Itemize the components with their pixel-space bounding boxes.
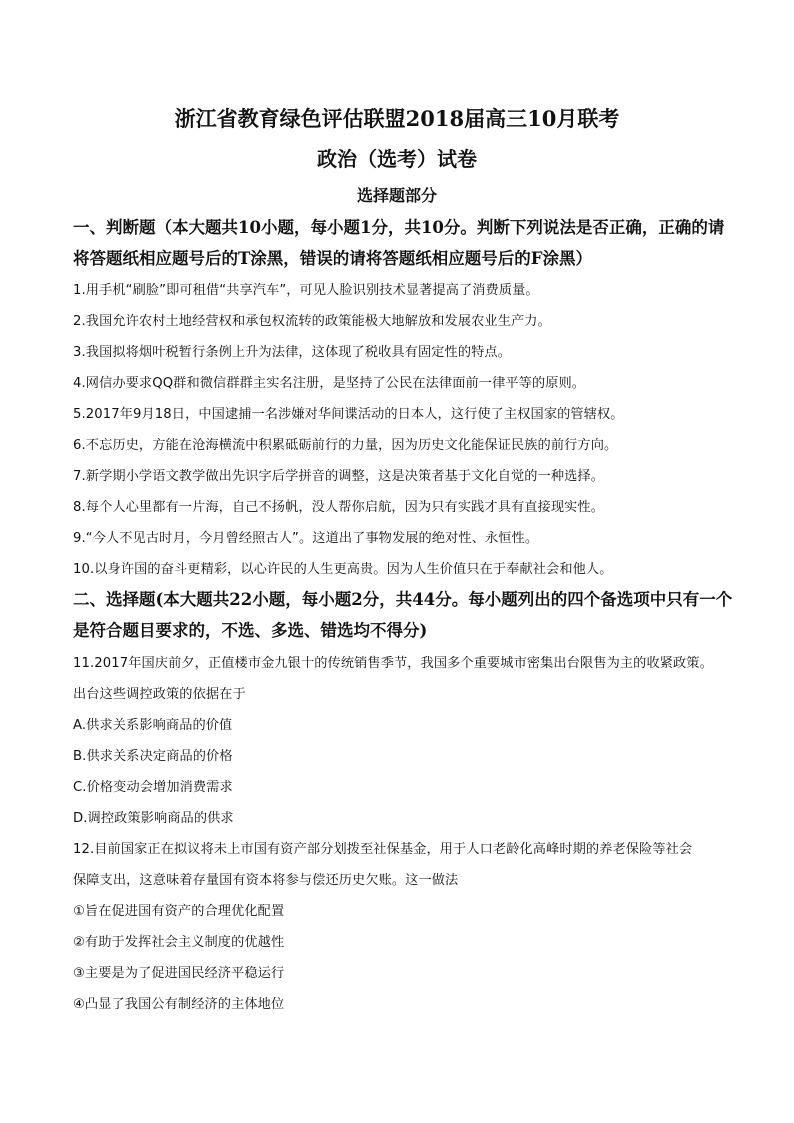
section-two-line-2: 是符合题目要求的，不选、多选、错选均不得分): [73, 621, 428, 640]
question-7: 7.新学期小学语文教学做出先识字后学拼音的调整，这是决策者基于文化自觉的一种选择。: [73, 469, 604, 484]
section-one-heading: [73, 212, 733, 274]
question-10: 10.以身许国的奋斗更精彩，以心许民的人生更高贵。因为人生价值只在于奉献社会和他人。: [73, 562, 613, 577]
section-one-line-1: 一、判断题（本大题共10小题，每小题1分，共10分。判断下列说法是否正确，正确的请: [73, 218, 725, 237]
question-5: 5.2017年9月18日，中国逮捕一名涉嫌对华间谍活动的日本人，这行使了主权国家的管辖权。: [73, 407, 624, 422]
question-12-statement-1: ①旨在促进国有资产的合理优化配置: [73, 904, 285, 919]
question-12-stem-line-2: 保障支出，这意味着存量国有资本将参与偿还历史欠账。这一做法: [73, 873, 459, 888]
question-12-statement-3: ③主要是为了促进国民经济平稳运行: [73, 966, 285, 981]
question-12-statement-4: ④凸显了我国公有制经济的主体地位: [73, 997, 285, 1012]
section-one-line-2: 将答题纸相应题号后的T涂黑，错误的请将答题纸相应题号后的F涂黑）: [73, 249, 592, 268]
question-11-stem-line-2: 出台这些调控政策的依据在于: [73, 687, 246, 702]
question-12-stem-line-1: 12.目前国家正在拟议将未上市国有资产部分划拨至社保基金，用于人口老龄化高峰时期的养老保险等社会: [73, 842, 693, 857]
question-11-option-c: C.价格变动会增加消费需求: [73, 780, 233, 795]
question-8: 8.每个人心里都有一片海，自己不扬帆，没人帮你启航，因为只有实践才具有直接现实性。: [73, 500, 604, 515]
exam-title: 浙江省教育绿色评估联盟2018届高三10月联考: [174, 106, 620, 131]
section-two-heading: [73, 584, 733, 646]
question-4: 4.网信办要求QQ群和微信群群主实名注册，是坚持了公民在法律面前一律平等的原则。: [73, 376, 586, 391]
section-two-line-1: 二、选择题(本大题共22小题，每小题2分，共44分。每小题列出的四个备选项中只有一个: [73, 590, 733, 609]
question-11-stem-line-1: 11.2017年国庆前夕，正值楼市金九银十的传统销售季节，我国多个重要城市密集出台限售为主的收紧政策。: [73, 656, 713, 671]
question-11-option-d: D.调控政策影响商品的供求: [73, 811, 234, 826]
question-6: 6.不忘历史，方能在沧海横流中积累砥砺前行的力量，因为历史文化能保证民族的前行方向。: [73, 438, 618, 453]
question-1: 1.用手机“刷脸”即可租借“共享汽车”，可见人脸识别技术显著提高了消费质量。: [73, 283, 539, 298]
question-11-option-b: B.供求关系决定商品的价格: [73, 749, 233, 764]
question-2: 2.我国允许农村土地经营权和承包权流转的政策能极大地解放和发展农业生产力。: [73, 314, 551, 329]
question-12-statement-2: ②有助于发挥社会主义制度的优越性: [73, 935, 285, 950]
part-heading: 选择题部分: [356, 186, 437, 205]
question-9: 9.“今人不见古时月，今月曾经照古人”。这道出了事物发展的绝对性、永恒性。: [73, 531, 539, 546]
question-11-option-a: A.供求关系影响商品的价值: [73, 718, 233, 733]
exam-subtitle: 政治（选考）试卷: [317, 147, 477, 171]
question-3: 3.我国拟将烟叶税暂行条例上升为法律，这体现了税收具有固定性的特点。: [73, 345, 511, 360]
